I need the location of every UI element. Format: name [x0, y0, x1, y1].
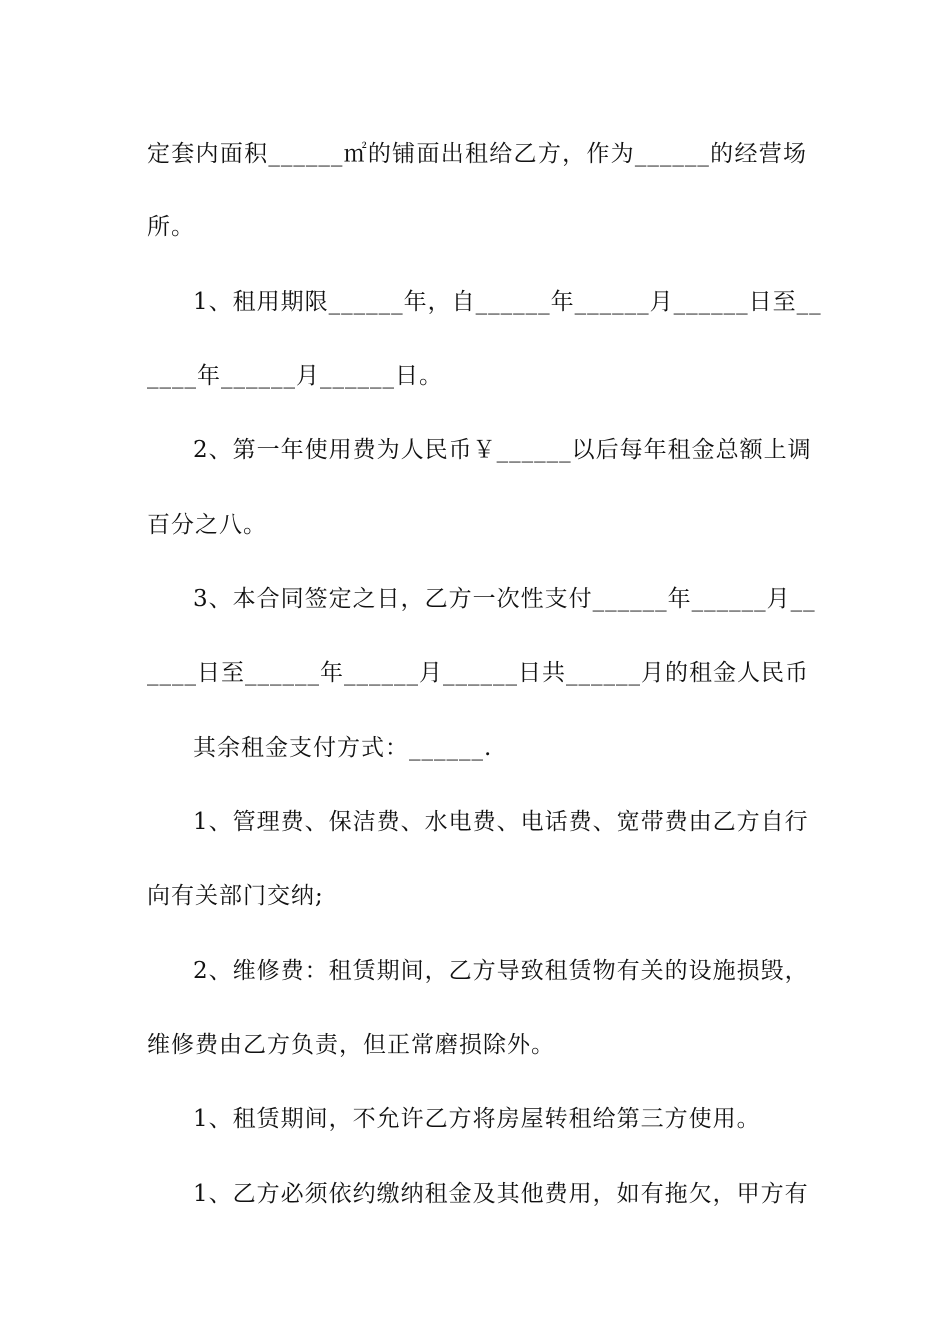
text-line: 维修费由乙方负责，但正常磨损除外。 — [147, 1032, 555, 1058]
text-line: 定套内面积______㎡的铺面出租给乙方，作为______的经营场 — [147, 141, 807, 167]
text-line: 1、乙方必须依约缴纳租金及其他费用，如有拖欠，甲方有 — [193, 1181, 809, 1207]
text-line: 向有关部门交纳; — [147, 883, 324, 909]
text-line: 2、维修费：租赁期间，乙方导致租赁物有关的设施损毁， — [193, 958, 809, 984]
text-line: 1、租用期限______年，自______年______月______日至__ — [193, 289, 822, 315]
text-line: 2、第一年使用费为人民币￥______以后每年租金总额上调 — [193, 437, 812, 463]
text-line: 百分之八。 — [147, 512, 267, 538]
text-line: 1、租赁期间，不允许乙方将房屋转租给第三方使用。 — [193, 1106, 761, 1132]
text-line: 所。 — [147, 214, 195, 240]
text-line: ____日至______年______月______日共______月的租金人民币 — [147, 660, 809, 686]
text-line: 其余租金支付方式：______. — [193, 735, 493, 761]
text-line: ____年______月______日。 — [147, 363, 443, 389]
text-line: 1、管理费、保洁费、水电费、电话费、宽带费由乙方自行 — [193, 809, 809, 835]
text-line: 3、本合同签定之日，乙方一次性支付______年______月__ — [193, 586, 816, 612]
